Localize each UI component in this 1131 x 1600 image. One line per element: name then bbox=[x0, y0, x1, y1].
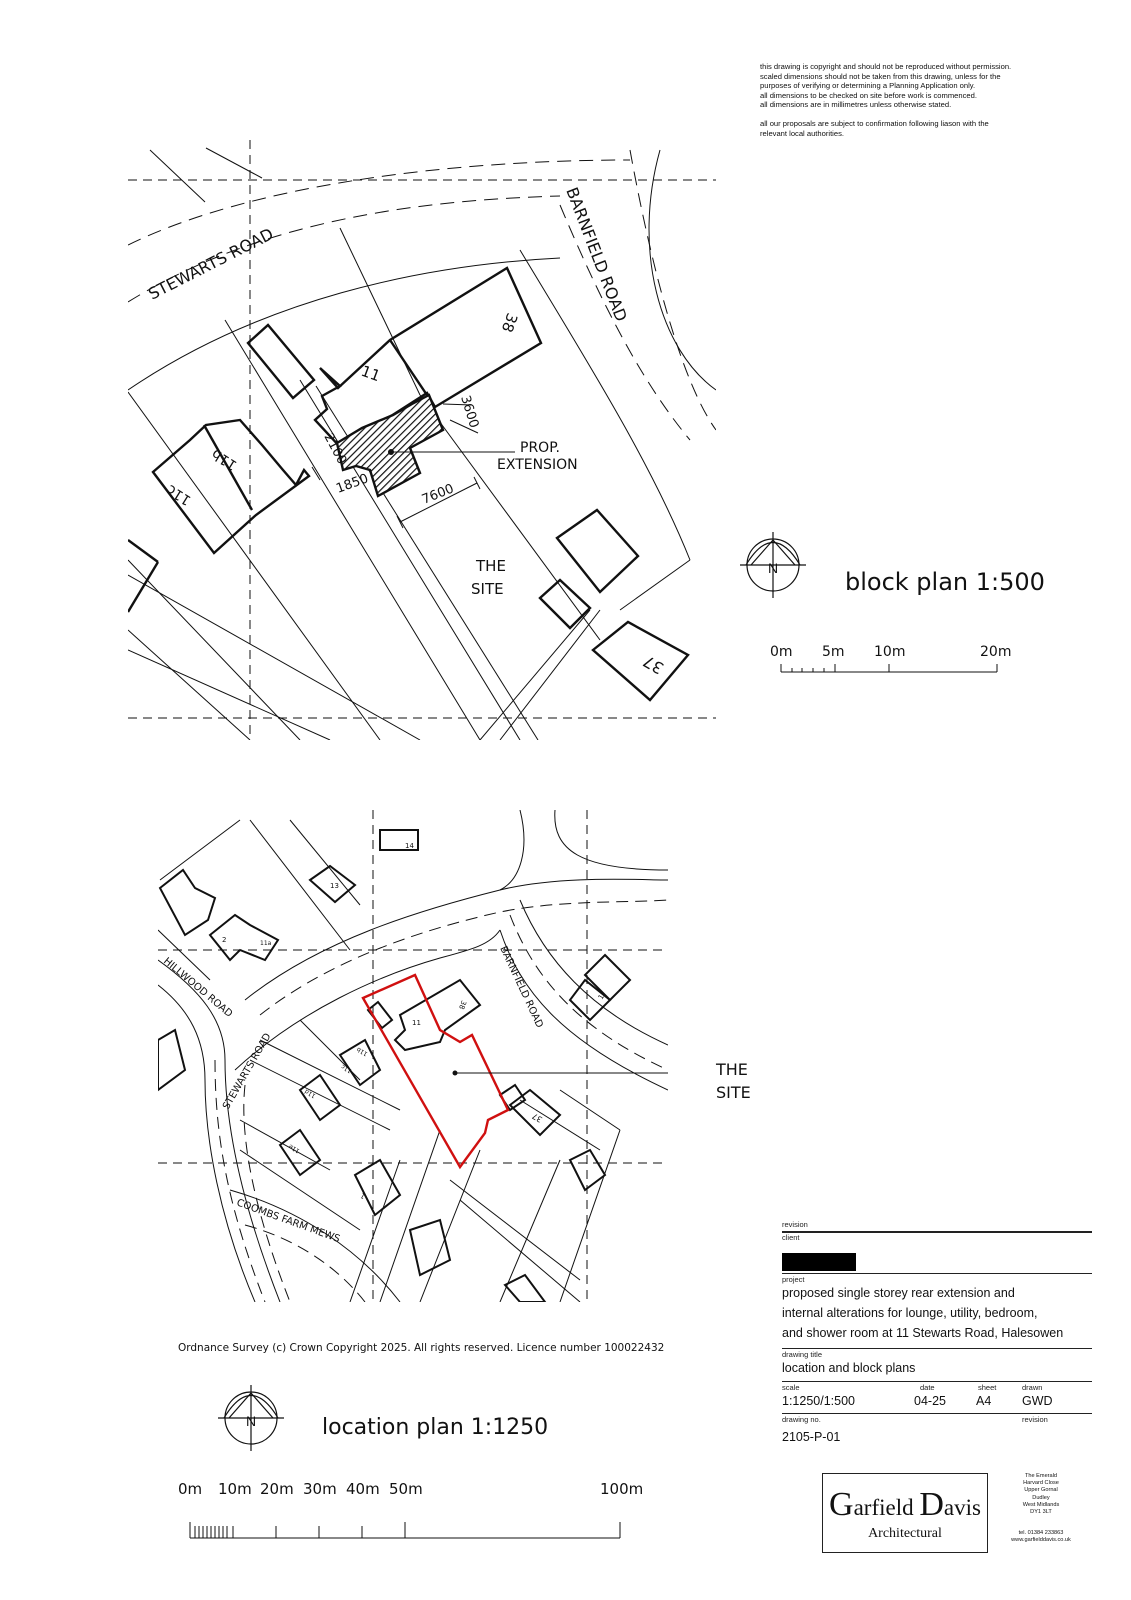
house-number: 14 bbox=[405, 842, 414, 850]
north-arrow-block bbox=[740, 532, 806, 598]
divider bbox=[782, 1273, 1092, 1274]
north-label: N bbox=[768, 560, 779, 576]
road-label: COOMBS FARM MEWS bbox=[234, 1197, 342, 1246]
company-address bbox=[998, 1473, 1084, 1545]
company-web: www.garfielddavis.co.uk bbox=[1011, 1537, 1071, 1544]
north-arrow-location bbox=[218, 1385, 284, 1451]
scale-label: 5m bbox=[822, 644, 845, 660]
address-line: West Midlands bbox=[1022, 1501, 1060, 1508]
house-number: 38 bbox=[497, 310, 522, 335]
date-label: date bbox=[920, 1383, 935, 1392]
buildings bbox=[128, 268, 688, 700]
location-plan-title: location plan 1:1250 bbox=[322, 1415, 549, 1440]
date-value: 04-25 bbox=[914, 1394, 946, 1408]
revision-label-2: revision bbox=[1022, 1415, 1048, 1424]
block-plan bbox=[128, 140, 1045, 740]
house-number: 38 bbox=[457, 999, 468, 1011]
note-line: all our proposals are subject to confirmation following liason with the bbox=[760, 118, 989, 128]
sheet-value: A4 bbox=[976, 1394, 992, 1408]
scale-label: 10m bbox=[874, 644, 906, 660]
stewarts-road-edges bbox=[128, 160, 630, 302]
scale-label: 20m bbox=[980, 644, 1012, 660]
revision-label: revision bbox=[782, 1220, 808, 1229]
note-line: purposes of verifying or determining a Planning Application only. bbox=[760, 81, 976, 91]
road-label: BARNFIELD ROAD bbox=[497, 944, 545, 1030]
divider bbox=[782, 1381, 1092, 1382]
site-boundary bbox=[363, 975, 508, 1167]
note-line: all dimensions to be checked on site before work is commenced. bbox=[760, 90, 977, 100]
scale-bar-location bbox=[178, 1480, 643, 1538]
address-line: Dudley bbox=[1032, 1494, 1050, 1501]
building-se-2 bbox=[540, 580, 590, 628]
location-plots bbox=[158, 820, 620, 1302]
note-line: scaled dimensions should not be taken from this drawing, unless for the bbox=[760, 71, 1001, 81]
location-plan bbox=[158, 810, 751, 1538]
scale-label: 40m bbox=[346, 1480, 380, 1498]
os-copyright: Ordnance Survey (c) Crown Copyright 2025. All rights reserved. Licence number 100022432 bbox=[178, 1342, 665, 1354]
site-label: SITE bbox=[716, 1083, 751, 1102]
site-label: THE bbox=[716, 1060, 748, 1079]
dimension-label: 7600 bbox=[419, 481, 457, 508]
project-line: proposed single storey rear extension and bbox=[782, 1286, 1015, 1300]
house-number: 11a bbox=[260, 940, 272, 947]
house-number: 11e bbox=[287, 1142, 301, 1155]
scale-label: 50m bbox=[389, 1480, 423, 1498]
scale-bar-block bbox=[770, 644, 1011, 672]
location-buildings bbox=[158, 830, 630, 1302]
prop-extension-label: EXTENSION bbox=[497, 457, 578, 473]
house-number: 11 bbox=[412, 1019, 421, 1027]
house-number: 11c bbox=[340, 1062, 353, 1075]
client-label: client bbox=[782, 1233, 800, 1242]
site-label: THE bbox=[476, 557, 506, 575]
building-se-1 bbox=[557, 510, 638, 592]
north-label: N bbox=[246, 1413, 257, 1429]
house-number: 13 bbox=[330, 882, 339, 890]
scale-value: 1:1250/1:500 bbox=[782, 1394, 855, 1408]
house-number: 11 bbox=[358, 361, 383, 386]
drawing-no-label: drawing no. bbox=[782, 1415, 821, 1424]
road-label: HILLWOOD ROAD bbox=[161, 955, 235, 1020]
house-37 bbox=[593, 622, 688, 700]
company-tel: tel. 01384 233863 bbox=[1018, 1530, 1064, 1537]
house-number: 11b bbox=[208, 445, 241, 474]
dimension-label: 3600 bbox=[457, 393, 482, 430]
note-line: relevant local authorities. bbox=[760, 128, 844, 138]
garage-11 bbox=[248, 325, 314, 398]
address-line: The Emerald bbox=[1024, 1473, 1058, 1479]
scale-label: 30m bbox=[303, 1480, 337, 1498]
scale-label: 10m bbox=[218, 1480, 252, 1498]
house-number: 11c bbox=[164, 481, 195, 509]
company-subtitle: Architectural bbox=[868, 1526, 942, 1541]
address-line: DY1 3LT bbox=[1030, 1509, 1052, 1516]
note-line: this drawing is copyright and should not be reproduced without permission. bbox=[760, 62, 1012, 71]
road-label: STEWARTS ROAD bbox=[145, 224, 277, 304]
scale-label: 0m bbox=[178, 1480, 203, 1498]
house-number: 1 bbox=[596, 993, 606, 1001]
project-line: internal alterations for lounge, utility, bedroom, bbox=[782, 1306, 1038, 1320]
road-label: STEWARTS ROAD bbox=[221, 1031, 274, 1112]
company-name: Garfield Davis bbox=[829, 1486, 981, 1523]
dimension-label: 2100 bbox=[320, 430, 350, 468]
project-label: project bbox=[782, 1275, 805, 1284]
divider bbox=[782, 1413, 1092, 1414]
address-line: Upper Gornal bbox=[1024, 1487, 1058, 1494]
company-logo bbox=[822, 1473, 988, 1553]
site-label: SITE bbox=[471, 580, 504, 598]
road-label: BARNFIELD ROAD bbox=[562, 184, 631, 325]
dimension-label: 1850 bbox=[334, 471, 371, 497]
address-line: Harvard Close bbox=[1023, 1480, 1059, 1487]
scale-label: 0m bbox=[770, 644, 793, 660]
drawing-no: 2105-P-01 bbox=[782, 1430, 841, 1444]
prop-extension-label: PROP. bbox=[520, 440, 560, 456]
house-number: 37 bbox=[530, 1111, 544, 1125]
sheet-label: sheet bbox=[978, 1383, 997, 1392]
scale-label: scale bbox=[782, 1383, 800, 1392]
house-number: 1 bbox=[359, 1191, 367, 1201]
house-number: 11d bbox=[303, 1087, 317, 1100]
scale-label: 100m bbox=[600, 1480, 644, 1498]
drawn-value: GWD bbox=[1022, 1394, 1053, 1408]
project-line: and shower room at 11 Stewarts Road, Halesowen bbox=[782, 1326, 1064, 1340]
plot-boundaries bbox=[128, 228, 690, 740]
block-plan-title: block plan 1:500 bbox=[845, 568, 1045, 596]
drawing-title-label: drawing title bbox=[782, 1350, 823, 1359]
house-number: 11b bbox=[355, 1045, 369, 1058]
note-line: all dimensions are in millimetres unless otherwise stated. bbox=[760, 100, 952, 110]
house-number: 37 bbox=[639, 651, 667, 678]
divider bbox=[782, 1348, 1092, 1349]
scale-label: 20m bbox=[260, 1480, 294, 1498]
drawing-title: location and block plans bbox=[782, 1361, 916, 1375]
drawn-label: drawn bbox=[1022, 1383, 1043, 1392]
client-redaction bbox=[782, 1253, 856, 1271]
house-number: 2 bbox=[222, 936, 227, 944]
